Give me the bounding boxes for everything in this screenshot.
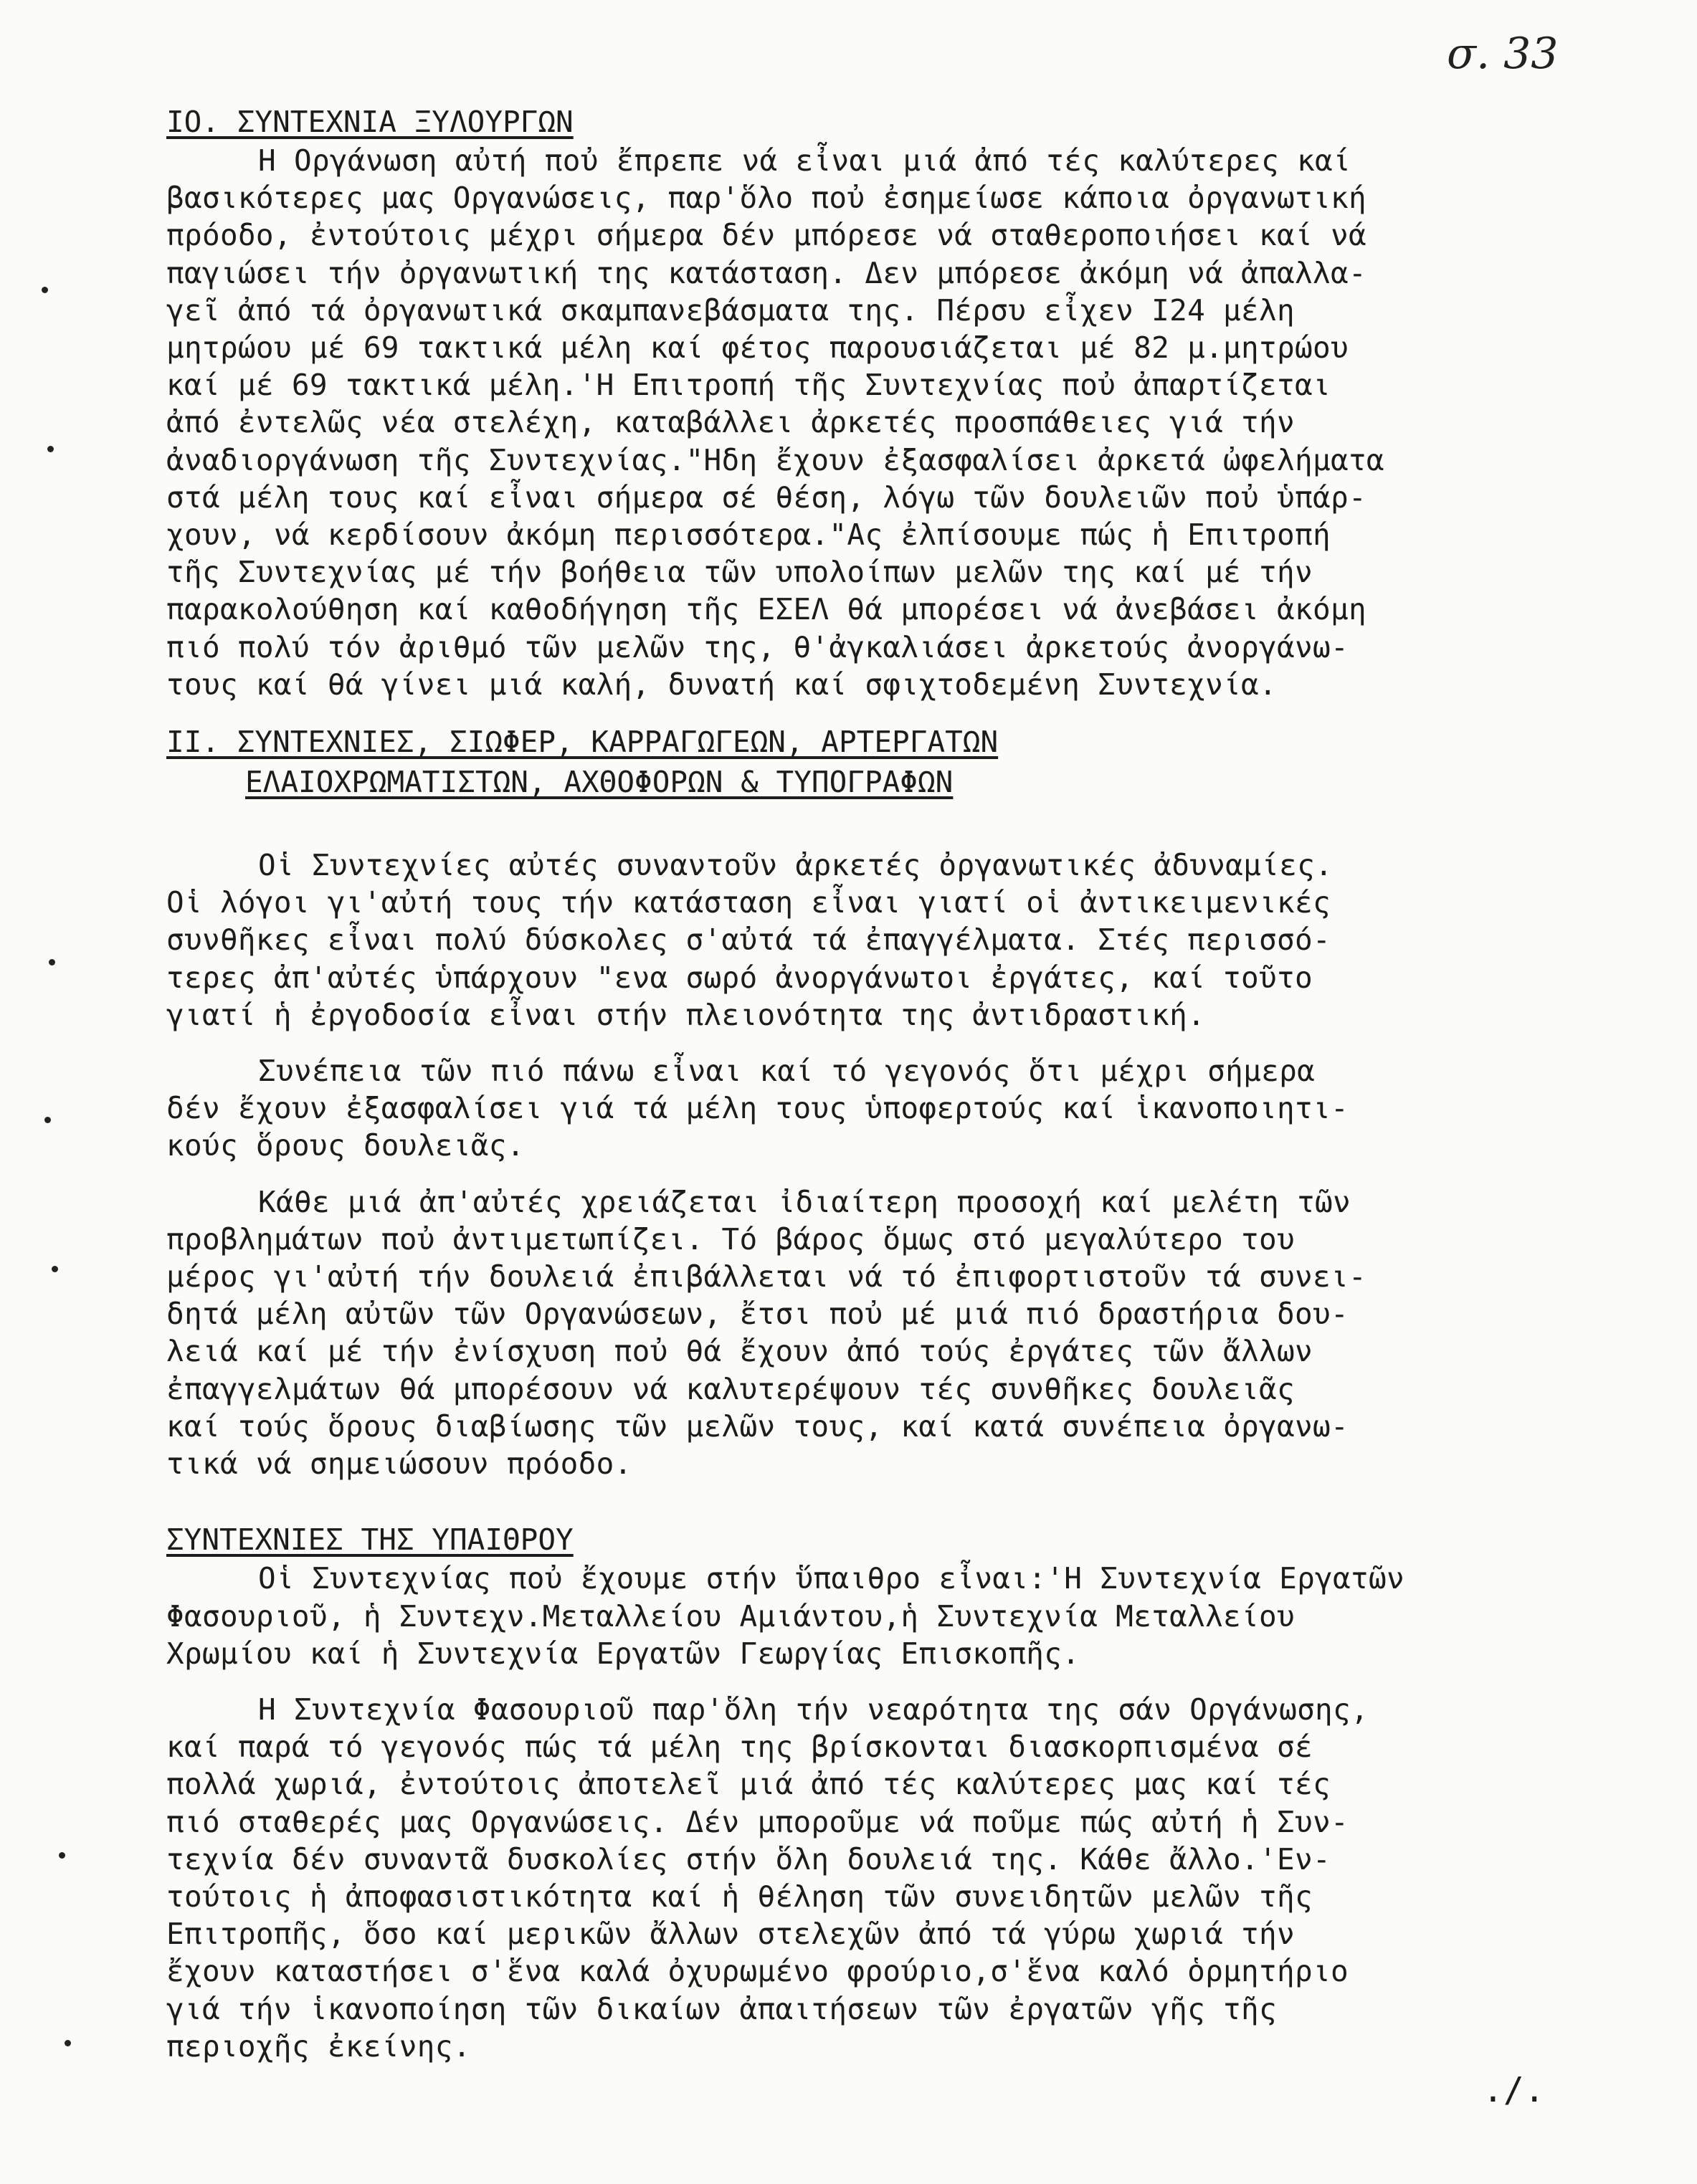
document-body [166,102,1661,2084]
text-line: καί παρά τό γεγονός πώς τά μέλη της βρίσκονται διασκορπισμένα σέ [166,1730,1313,1765]
text-line: Συνέπεια τῶν πιό πάνω εἶναι καί τό γεγονός ὅτι μέχρι σήμερα [258,1054,1316,1089]
scan-speck [65,2040,71,2046]
text-line: ἀναδιοργάνωση τῆς Συντεχνίας."Ηδη ἔχουν ἐξασφαλίσει ἀρκετά ὠφελήματα [166,442,1384,477]
text-line: ἐπαγγελμάτων θά μπορέσουν νά καλυτερέψουν τές συνθῆκες δουλειᾶς [166,1371,1295,1406]
text-line: γεῖ ἀπό τά ὀργανωτικά σκαμπανεβάσματα της. Πέρσυ εἶχεν I24 μέλη [166,292,1295,328]
text-line: πιό σταθερές μας Οργανώσεις. Δέν μποροῦμε νά ποῦμε πώς αὐτή ἡ Συν- [166,1804,1349,1839]
text-line: Οἱ Συντεχνίες αὐτές συναντοῦν ἀρκετές ὀργανωτικές ἀδυναμίες. [258,848,1334,883]
text-line: καί τούς ὅρους διαβίωσης τῶν μελῶν τους, καί κατά συνέπεια ὀργανω- [166,1408,1349,1444]
text-line: στά μέλη τους καί εἶναι σήμερα σέ θέση, λόγω τῶν δουλειῶν ποὐ ὑπάρ- [166,480,1366,515]
text-line: γιατί ἡ ἐργοδοσία εἶναι στήν πλειονότητα της ἀντιδραστική. [166,997,1206,1032]
section-11-paragraph-3 [166,1183,1661,1483]
text-line: μητρώου μέ 69 τακτικά μέλη καί φέτος παρουσιάζεται μέ 82 μ.μητρώου [166,330,1349,366]
section-11-heading-line2: ΕΛΑΙΟΧΡΩΜΑΤΙΣΤΩΝ, ΑΧΘΟΦΟΡΩΝ & ΤΥΠΟΓΡΑΦΩΝ [245,765,954,800]
text-line: τῆς Συντεχνίας μέ τήν βοήθεια τῶν υπολοίπων μελῶν της καί μέ τήν [166,555,1313,590]
text-line: τερες ἀπ'αὐτές ὑπάρχουν "ενα σωρό ἀνοργάνωτοι ἐργάτες, καί τοῦτο [166,960,1313,995]
scan-speck [44,1117,51,1123]
scan-speck [49,959,55,965]
text-line: συνθῆκες εἶναι πολύ δύσκολες σ'αὐτά τά ἐπαγγέλματα. Στές περισσό- [166,922,1331,958]
text-line: Οἱ Συντεχνίας ποὐ ἔχουμε στήν ὕπαιθρο εἶναι:'Η Συντεχνία Εργατῶν [258,1561,1404,1596]
scan-speck [52,1266,58,1272]
text-line: Οἱ λόγοι γι'αὐτή τους τήν κατάσταση εἶναι γιατί οἱ ἀντικειμενικές [166,885,1331,920]
text-line: τούτοις ἡ ἀποφασιστικότητα καί ἡ θέληση τῶν συνειδητῶν μελῶν τῆς [166,1879,1313,1914]
text-line: Κάθε μιά ἀπ'αὐτές χρειάζεται ἰδιαίτερη προσοχή καί μελέτη τῶν [258,1184,1351,1219]
text-line: Η Συντεχνία Φασουριοῦ παρ'ὅλη τήν νεαρότητα της σάν Οργάνωσης, [258,1692,1369,1727]
countryside-paragraph-2 [166,1691,1661,2065]
text-line: βασικότερες μας Οργανώσεις, παρ'ὅλο ποὐ ἐσημείωσε κάποια ὀργανωτική [166,181,1366,216]
page-number: σ. 33 [1447,29,1559,79]
section-11-heading: II. ΣΥΝΤΕΧΝΙΕΣ, ΣΙΩΦΕΡ, ΚΑΡΡΑΓΩΓΕΩΝ, ΑΡΤΕΡΓΑΤΩΝ [166,725,999,760]
text-line: πιό πολύ τόν ἀριθμό τῶν μελῶν της, θ'ἀγκαλιάσει ἀρκετούς ἀνοργάνω- [166,629,1349,664]
countryside-heading: ΣΥΝΤΕΧΝΙΕΣ ΤΗΣ ΥΠΑΙΘΡΟΥ [166,1522,574,1558]
text-line: Χρωμίου καί ἡ Συντεχνία Εργατῶν Γεωργίας Επισκοπῆς. [166,1636,1080,1671]
text-line: πρόοδο, ἐντούτοις μέχρι σήμερα δέν μπόρεσε νά σταθεροποιήσει καί νά [166,218,1366,253]
countryside-paragraph-1 [166,1560,1661,1672]
text-line: ἀπό ἐντελῶς νέα στελέχη, καταβάλλει ἀρκετές προσπάθειες γιά τήν [166,405,1295,440]
text-line: κούς ὅρους δουλειᾶς. [166,1128,525,1163]
text-line: δέν ἔχουν ἐξασφαλίσει γιά τά μέλη τους ὑποφερτούς καί ἱκανοποιητι- [166,1091,1349,1126]
text-line: τικά νά σημειώσουν πρόοδο. [166,1446,632,1482]
text-line: τους καί θά γίνει μιά καλή, δυνατή καί σφιχτοδεμένη Συντεχνία. [166,667,1278,702]
text-line: παγιώσει τήν ὀργανωτική της κατάσταση. Δεν μπόρεσε ἀκόμη νά ἀπαλλα- [166,255,1366,290]
section-10-paragraph [166,142,1661,703]
text-line: Φασουριοῦ, ἡ Συντεχν.Μεταλλείου Αμιάντου,ἡ Συντεχνία Μεταλλείου [166,1598,1295,1634]
section-11-paragraph-1 [166,847,1661,1034]
text-line: δητά μέλη αὐτῶν τῶν Οργανώσεων, ἔτσι ποὐ μέ μιά πιό δραστήρια δου- [166,1297,1349,1332]
text-line: λειά καί μέ τήν ἐνίσχυση ποὐ θά ἔχουν ἀπό τούς ἐργάτες τῶν ἄλλων [166,1334,1313,1369]
section-10-heading: IO. ΣΥΝΤΕΧΝΙΑ ΞΥΛΟΥΡΓΩΝ [166,105,574,139]
text-line: ἔχουν καταστήσει σ'ἕνα καλά ὀχυρωμένο φρούριο,σ'ἕνα καλό ὁρμητήριο [166,1954,1349,1989]
text-line: πολλά χωριά, ἐντούτοις ἀποτελεῖ μιά ἀπό τές καλύτερες μας καί τές [166,1767,1331,1802]
section-11-paragraph-2 [166,1052,1661,1165]
scan-speck [47,446,54,452]
text-line: γιά τήν ἱκανοποίηση τῶν δικαίων ἀπαιτήσεων τῶν ἐργατῶν γῆς τῆς [166,1991,1278,2026]
text-line: Επιτροπῆς, ὅσο καί μερικῶν ἄλλων στελεχῶν ἀπό τά γύρω χωριά τήν [166,1917,1295,1952]
text-line: προβλημάτων ποὐ ἀντιμετωπίζει. Τό βάρος ὅμως στό μεγαλύτερο του [166,1221,1295,1256]
scan-speck [42,287,48,293]
text-line: χουν, νά κερδίσουν ἀκόμη περισσότερα."Ας ἐλπίσουμε πώς ἡ Επιτροπή [166,518,1331,553]
text-line: Η Οργάνωση αὐτή ποὐ ἔπρεπε νά εἶναι μιά ἀπό τές καλύτερες καί [258,143,1351,178]
scan-speck [59,1852,65,1859]
text-line: τεχνία δέν συναντᾶ δυσκολίες στήν ὅλη δουλειά της. Κάθε ἄλλο.'Εν- [166,1841,1331,1877]
text-line: περιοχῆς ἐκείνης. [166,2028,471,2064]
text-line: παρακολούθηση καί καθοδήγηση τῆς ΕΣΕΛ θά μπορέσει νά ἀνεβάσει ἀκόμη [166,592,1366,627]
text-line: μέρος γι'αὐτή τήν δουλειά ἐπιβάλλεται νά τό ἐπιφορτιστοῦν τά συνει- [166,1259,1366,1294]
text-line: καί μέ 69 τακτικά μέλη.'Η Επιτροπή τῆς Συντεχνίας ποὐ ἀπαρτίζεται [166,368,1331,403]
end-mark: ./. [1483,2070,1545,2110]
